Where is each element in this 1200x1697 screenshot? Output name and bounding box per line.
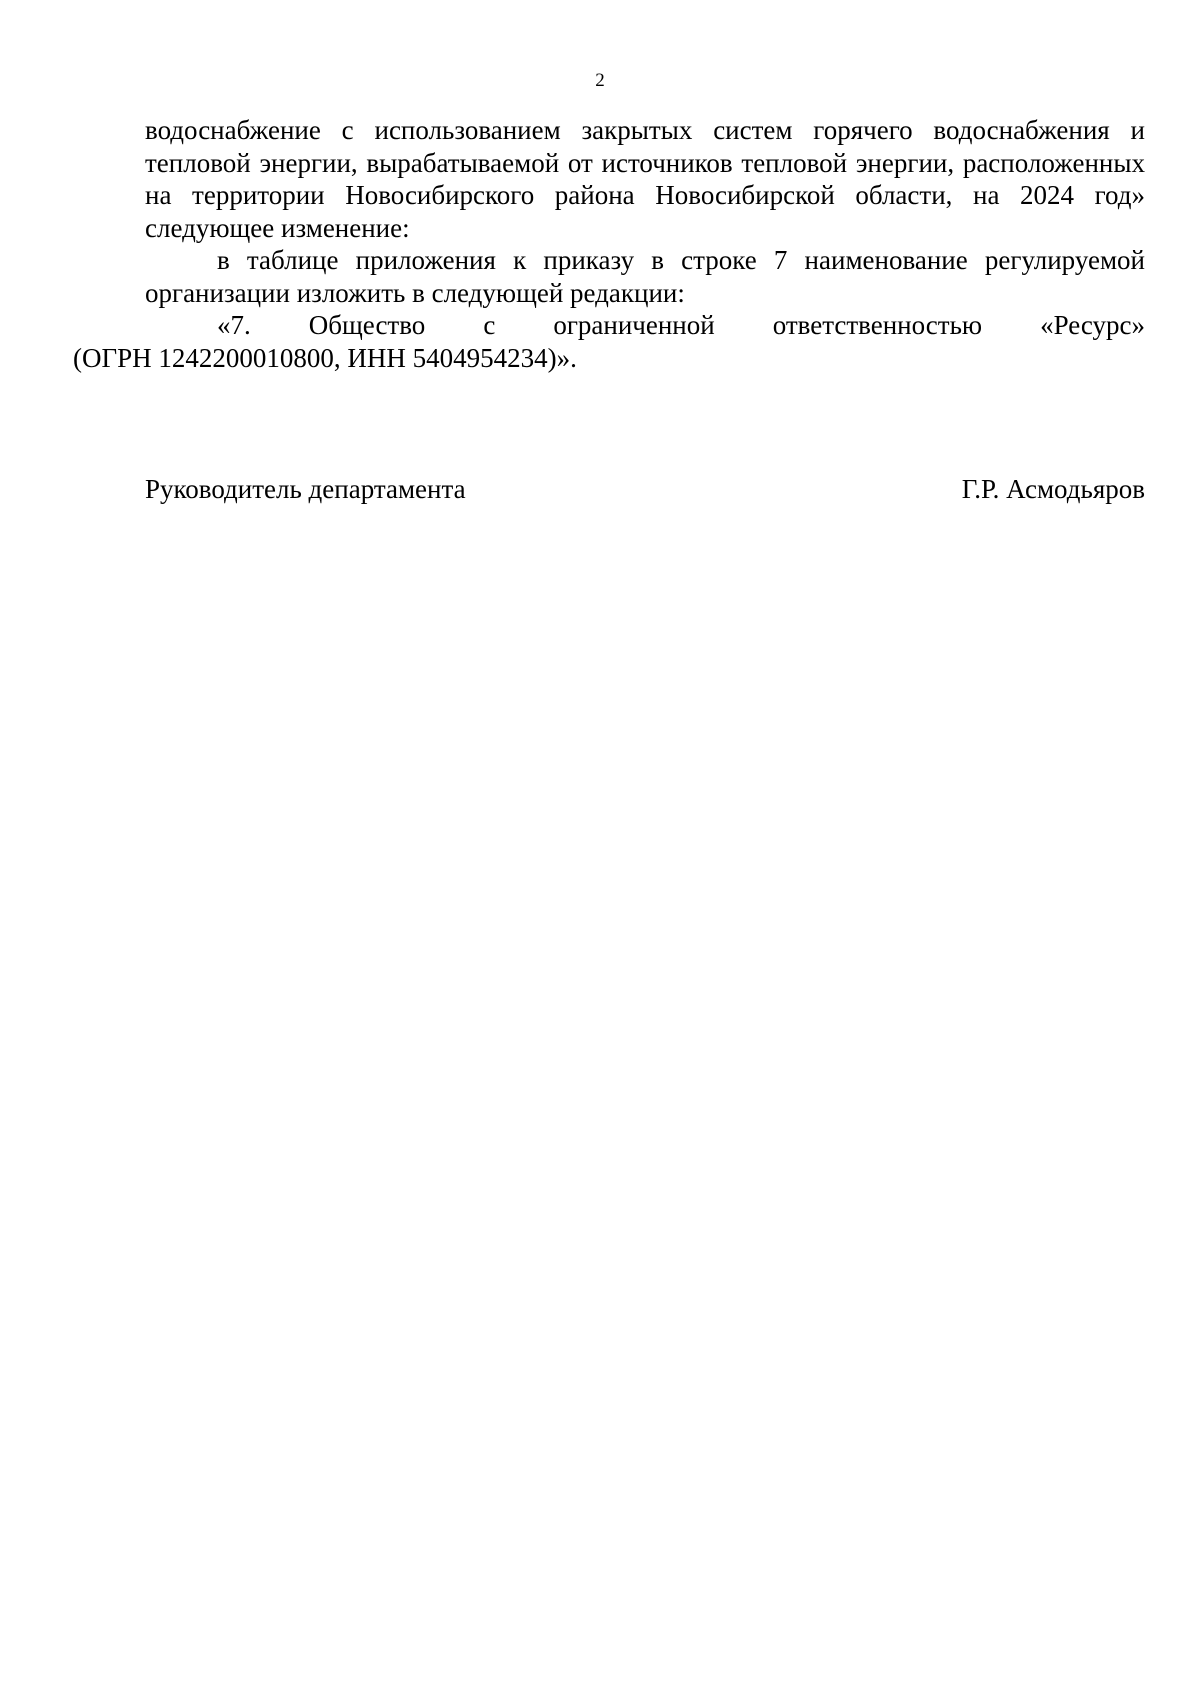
page-number: 2: [595, 70, 605, 91]
document-body: [73, 114, 1145, 374]
signatory-position: Руководитель департамента: [145, 474, 466, 504]
paragraph-amendment-instruction: в таблице приложения к приказу в строке 7 наименование регулируемой организации изложить в следующей редакции:: [145, 245, 1145, 308]
signature-block: [145, 473, 1145, 505]
organization-name-line: «7. Общество с ограниченной ответственностью «Ресурс»: [217, 310, 1145, 340]
paragraph-continuation: водоснабжение с использованием закрытых систем горячего водоснабжения и тепловой энергии, вырабатываемой от источников тепловой энергии, расположенных на территории Новосибирского района Новосибирской области, на 2024 год» следующее изменение:: [145, 115, 1145, 243]
signatory-name: Г.Р. Асмодьяров: [961, 474, 1145, 504]
paragraph-organization-name: [73, 309, 1145, 374]
organization-registration-line: (ОГРН 1242200010800, ИНН 5404954234)».: [73, 342, 577, 373]
